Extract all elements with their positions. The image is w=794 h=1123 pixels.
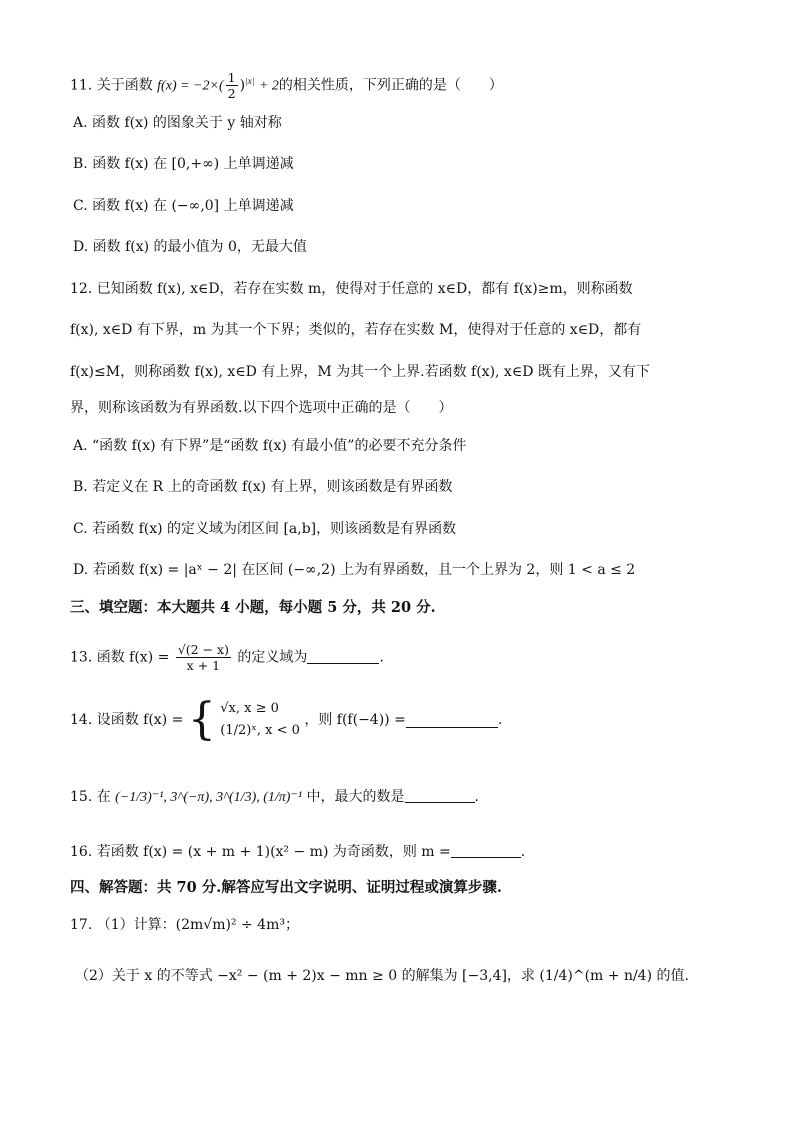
q15-items: (−1/3)⁻¹, 3^(−π), 3^(1/3), (1/π)⁻¹ — [115, 790, 303, 805]
q12-option-c: C. 若函数 f(x) 的定义域为闭区间 [a,b]，则该函数是有界函数 — [73, 521, 457, 537]
q14-case-1: √x, x ≥ 0 — [220, 701, 279, 716]
q15-number: 15. — [70, 789, 93, 805]
q11-option-a: A. 函数 f(x) 的图象关于 y 轴对称 — [73, 115, 282, 131]
q11-frac-den: 2 — [227, 86, 236, 101]
section-4-heading: 四、解答题：共 70 分.解答应写出文字说明、证明过程或演算步骤. — [70, 879, 502, 896]
q11-expr-tail: + 2 — [258, 78, 279, 94]
q12-line-3: f(x)≤M，则称函数 f(x), x∈D 有上界，M 为其一个上界.若函数 f(x), x∈D 既有上界，又有下 — [70, 364, 650, 380]
q11-fraction — [226, 70, 238, 101]
q16-answer-blank[interactable] — [451, 843, 521, 858]
q13-answer-blank[interactable] — [307, 649, 379, 664]
q15-stem: 15. 在 (−1/3)⁻¹, 3^(−π), 3^(1/3), (1/π)⁻¹ 中，最大的数是 . — [70, 789, 479, 805]
q11-stem: 11. 关于函数 f(x) = −2×( $\frac{1}{2}$ )$^{|x|}$ + 2的相关性质，下列正确的是（ ） — [70, 70, 503, 101]
q11-post: 的相关性质，下列正确的是（ ） — [278, 77, 503, 94]
q11-exponent: |x| — [245, 76, 255, 87]
q14-stem: 14. 设函数 f(x) = { √x, x ≥ 0 (1/2)ˣ, x < 0 ，则 f(f(−4)) = . — [70, 694, 503, 745]
section-3-heading: 三、填空题：本大题共 4 小题，每小题 5 分，共 20 分. — [70, 599, 436, 616]
q16-text: 若函数 f(x) = (x + m + 1)(x² − m) 为奇函数，则 m = — [96, 844, 451, 860]
q16-stem: 16. 若函数 f(x) = (x + m + 1)(x² − m) 为奇函数，则 m = . — [70, 844, 526, 860]
q17-number: 17. — [70, 917, 93, 933]
q13-frac-num: √(2 − x) — [177, 642, 229, 657]
q15-post: 中，最大的数是 — [306, 789, 405, 805]
q13-stem: 13. 函数 f(x) = $\frac{√(2 - x)}{x + 1}$ 的定义域为 . — [70, 642, 384, 673]
q11-expr: f(x) = −2×( — [157, 78, 224, 94]
q17-part-1-text: （1）计算：(2m√m)² ÷ 4m³； — [96, 917, 299, 933]
q15-pre: 在 — [96, 789, 111, 805]
q12-line-4: 界，则称该函数为有界函数.以下四个选项中正确的是（ ） — [70, 400, 453, 416]
q14-number: 14. — [70, 712, 93, 728]
q15-answer-blank[interactable] — [405, 788, 475, 803]
q13-pre: 函数 f(x) = — [96, 649, 170, 666]
q11-option-b: B. 函数 f(x) 在 [0,+∞) 上单调递减 — [73, 156, 294, 172]
q13-post: 的定义域为 — [237, 649, 308, 666]
q12-option-b: B. 若定义在 R 上的奇函数 f(x) 有上界，则该函数是有界函数 — [73, 479, 453, 495]
q11-frac-num: 1 — [227, 70, 236, 85]
q12-line-2: f(x), x∈D 有下界，m 为其一个下界；类似的，若存在实数 M，使得对于任意的 x∈D，都有 — [70, 322, 642, 338]
q13-frac-den: x + 1 — [186, 658, 221, 673]
q13-number: 13. — [70, 649, 93, 666]
q14-post: ，则 f(f(−4)) = — [304, 712, 406, 728]
q12-option-a: A. “函数 f(x) 有下界”是“函数 f(x) 有最小值”的必要不充分条件 — [73, 438, 467, 454]
q14-cases — [220, 698, 300, 742]
q17-part-2: （2）关于 x 的不等式 −x² − (m + 2)x − mn ≥ 0 的解集为 [−3,4]，求 (1/4)^(m + n/4) 的值. — [75, 968, 689, 984]
q11-pre: 关于函数 — [96, 77, 153, 94]
q17-part-1 — [70, 915, 299, 935]
q11-option-c: C. 函数 f(x) 在 (−∞,0] 上单调递减 — [73, 198, 294, 214]
q12-line-1: 12. 已知函数 f(x), x∈D，若存在实数 m，使得对于任意的 x∈D，都有 f(x)≥m，则称函数 — [70, 281, 633, 297]
q14-case-2: (1/2)ˣ, x < 0 — [220, 723, 300, 738]
q16-number: 16. — [70, 844, 93, 860]
q14-answer-blank[interactable] — [406, 713, 498, 728]
q11-option-d: D. 函数 f(x) 的最小值为 0，无最大值 — [73, 239, 307, 255]
q11-number: 11. — [70, 77, 93, 94]
q14-pre: 设函数 f(x) = — [96, 712, 184, 728]
q13-fraction — [176, 642, 231, 673]
q14-brace: { — [187, 694, 216, 745]
q12-option-d: D. 若函数 f(x) = |aˣ − 2| 在区间 (−∞,2) 上为有界函数，且一个上界为 2，则 1 < a ≤ 2 — [73, 562, 636, 578]
